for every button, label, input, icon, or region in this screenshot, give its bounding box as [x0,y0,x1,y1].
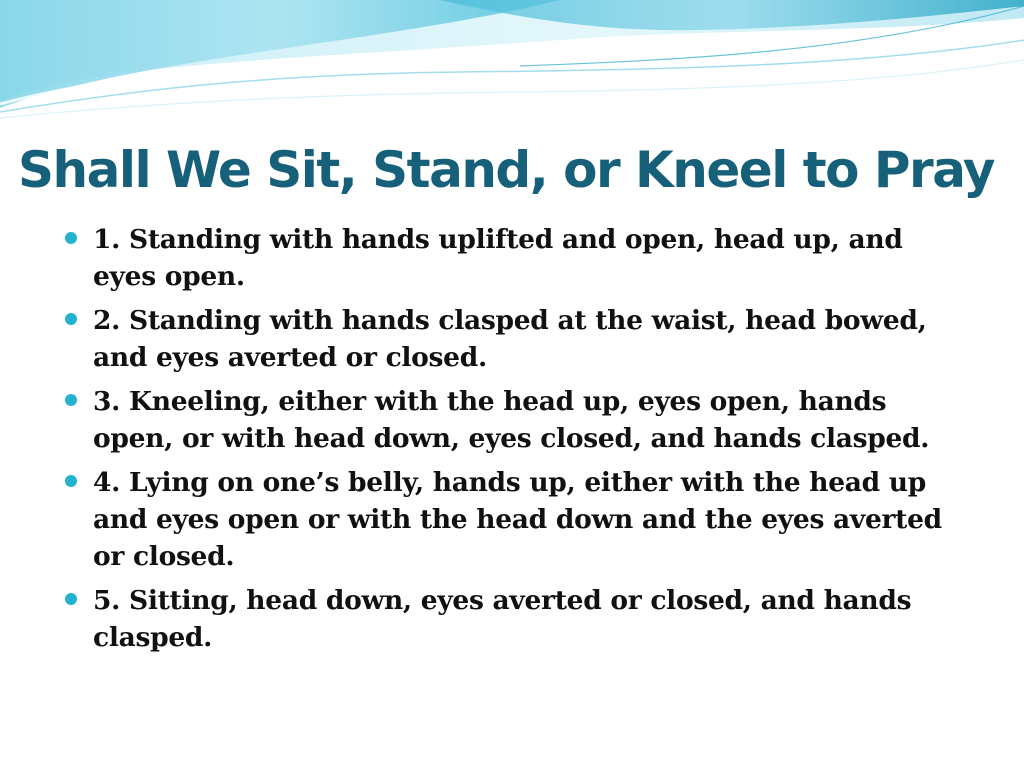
bullet-text: 3. Kneeling, either with the head up, eyes open, hands open, or with head down, eyes closed, and hands clasped. [93,386,930,454]
bullet-text: 5. Sitting, head down, eyes averted or closed, and hands clasped. [93,585,912,653]
bullet-dot-icon [65,593,77,605]
bullet-item [62,383,967,457]
bullet-dot-icon [65,232,77,244]
slide-title: Shall We Sit, Stand, or Kneel to Pray [18,141,994,199]
bullet-dot-icon [65,475,77,487]
bullet-item [62,302,967,376]
bullet-item [62,464,967,575]
bullet-item [62,582,967,656]
bullet-dot-icon [65,394,77,406]
bullet-text: 4. Lying on one’s belly, hands up, either with the head up and eyes open or with the head down and the eyes averted or closed. [93,467,942,572]
wave-header-decoration [0,0,1024,130]
bullet-item [62,221,967,295]
bullet-list [62,221,967,663]
bullet-text: 1. Standing with hands uplifted and open, head up, and eyes open. [93,224,903,292]
bullet-text: 2. Standing with hands clasped at the waist, head bowed, and eyes averted or closed. [93,305,927,373]
bullet-dot-icon [65,313,77,325]
